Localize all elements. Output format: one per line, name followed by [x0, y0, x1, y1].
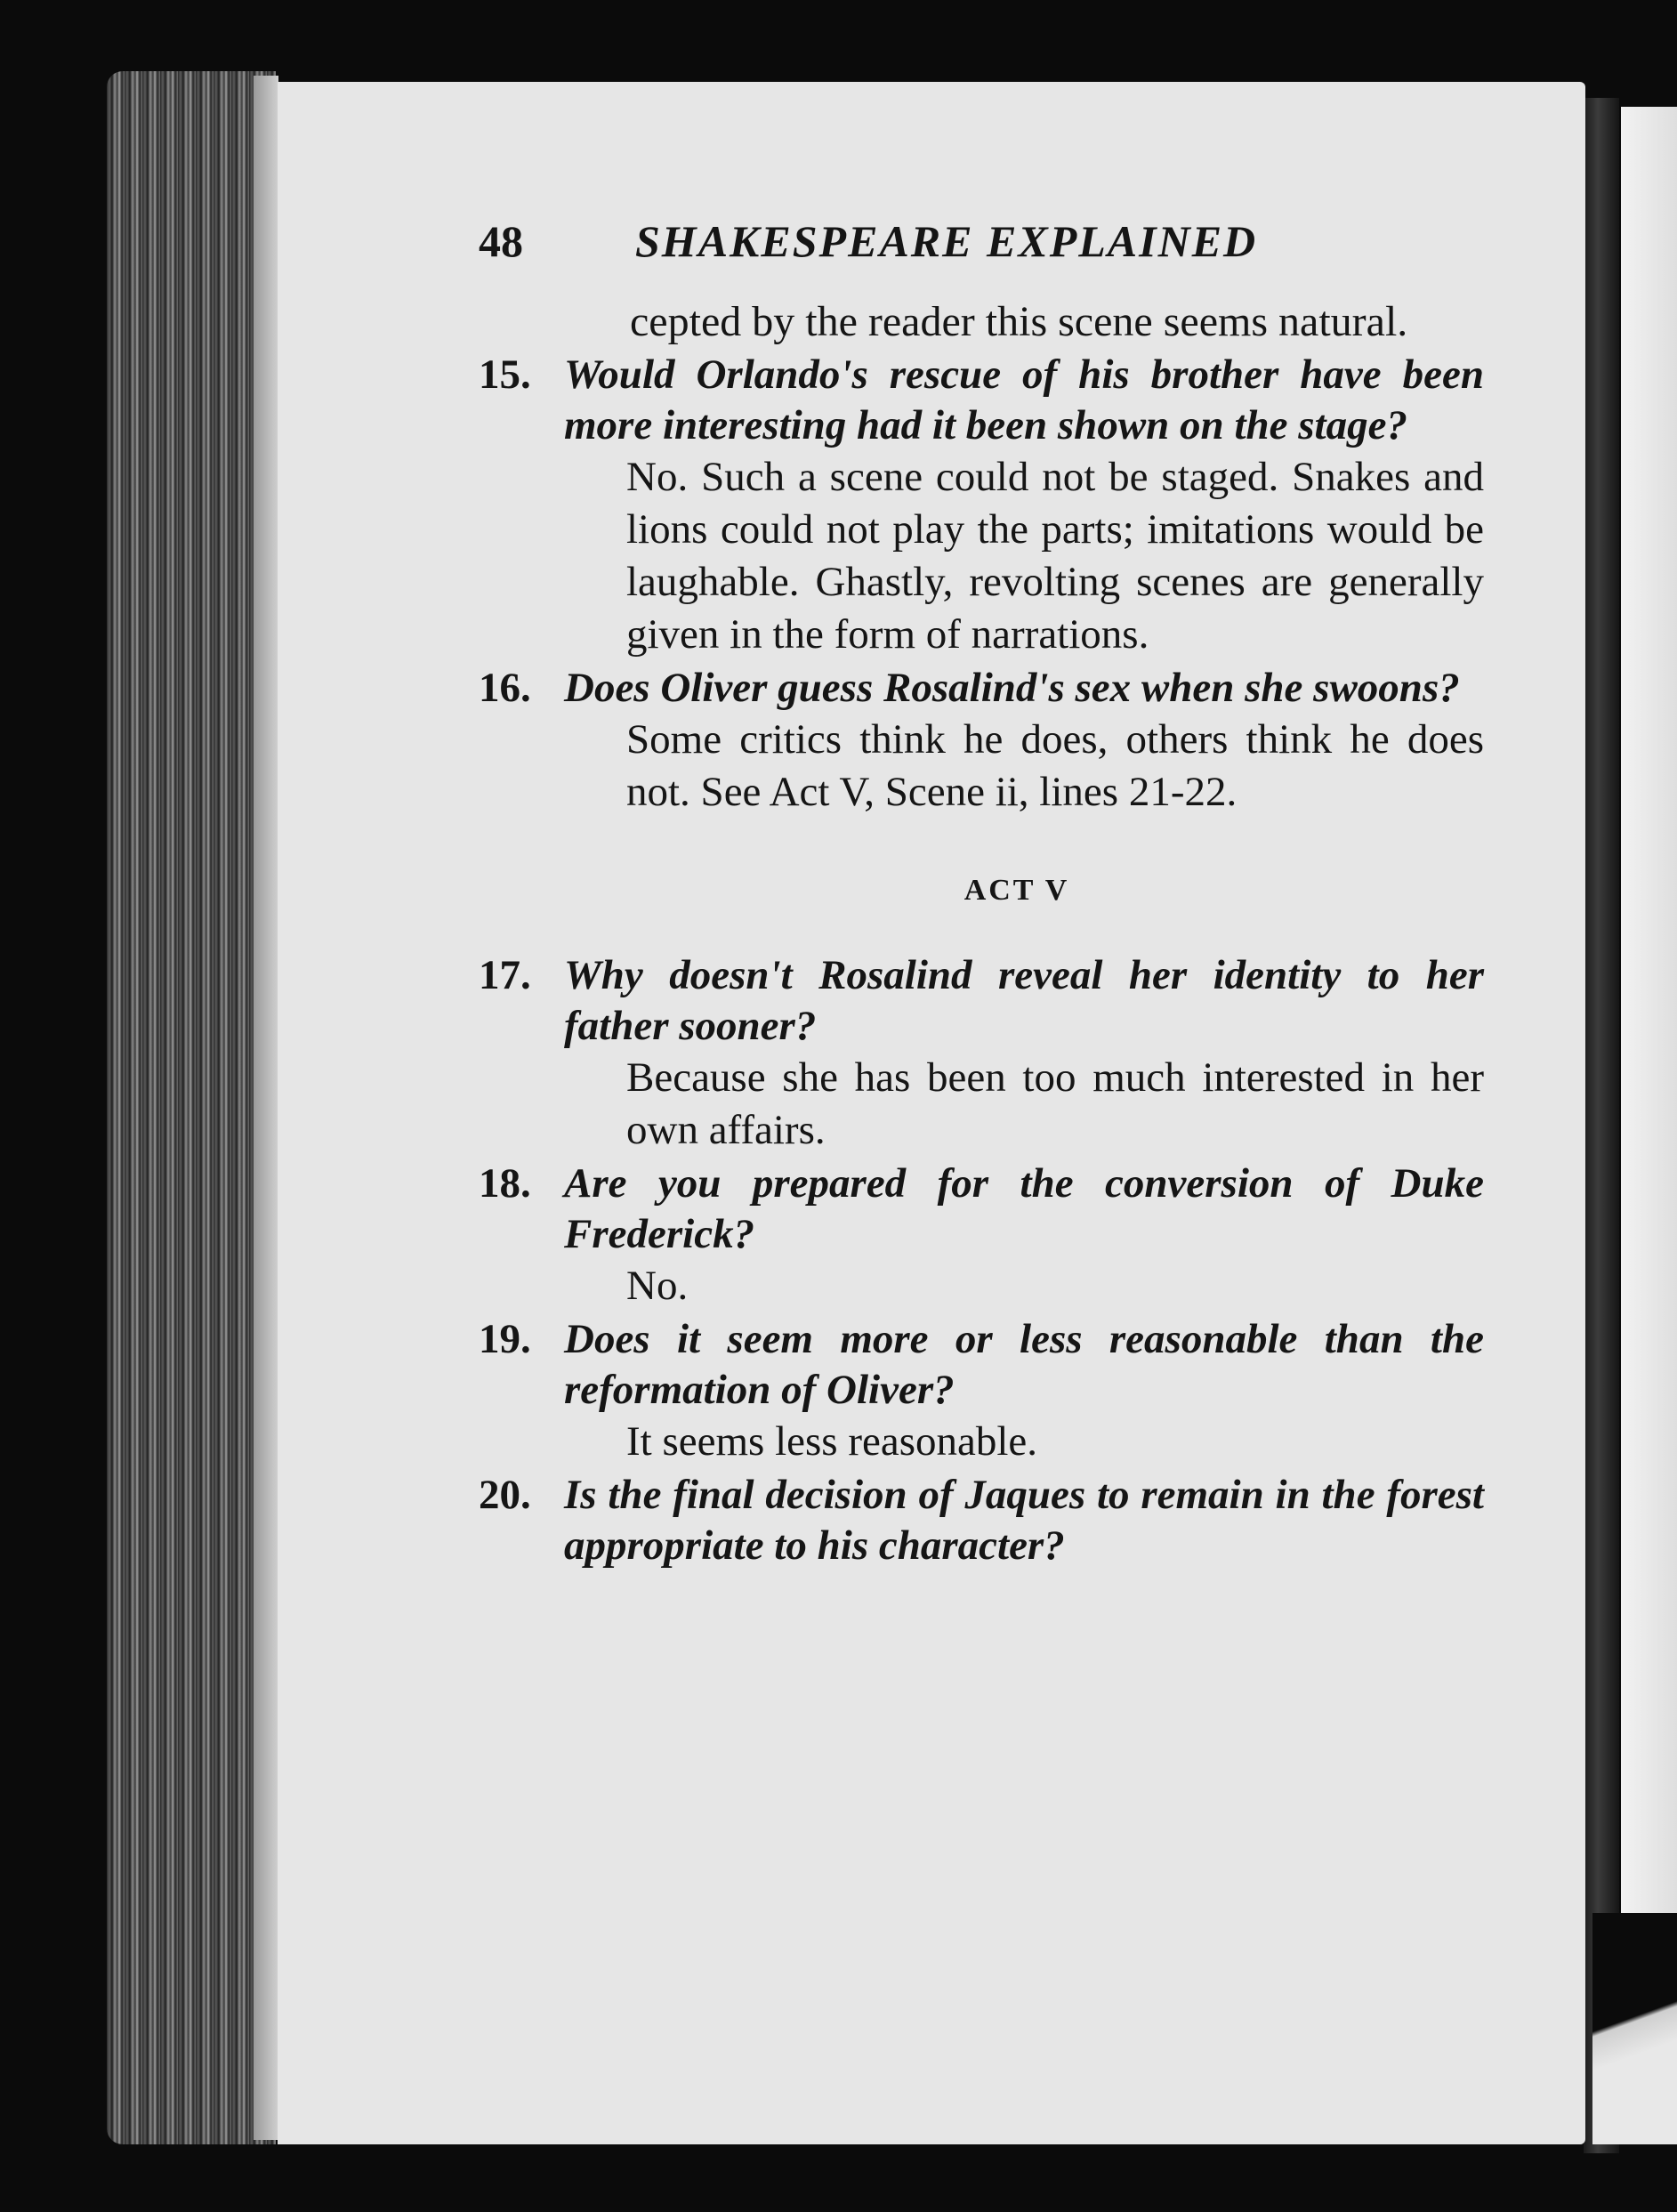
question-number: 19. [479, 1316, 531, 1362]
question-text: Is the final decision of Jaques to remain in the forest appropriate to his character? [564, 1472, 1484, 1569]
book-page-edges [107, 71, 276, 2144]
question-text: Would Orlando's rescue of his brother have been more interesting had it been shown on the stage? [564, 351, 1484, 448]
adjacent-page-corner [1592, 1913, 1677, 2144]
page-number: 48 [479, 216, 523, 266]
answer-text: No. [626, 1263, 689, 1309]
continued-answer: cepted by the reader this scene seems natural. [630, 298, 1408, 345]
page-gutter [254, 76, 278, 2140]
running-title: SHAKESPEARE EXPLAINED [635, 216, 1258, 266]
answer-text: Because she has been too much interested in her own affairs. [626, 1054, 1484, 1153]
book-page [278, 82, 1585, 2144]
question-item [479, 1470, 1484, 1571]
running-head [479, 215, 1484, 295]
question-number: 17. [479, 952, 531, 998]
question-number: 15. [479, 351, 531, 398]
question-item [479, 350, 1484, 451]
page-content [479, 215, 1484, 1571]
question-item [479, 950, 1484, 1052]
question-item [479, 663, 1484, 714]
adjacent-page [1621, 107, 1677, 2144]
answer-text: No. Such a scene could not be staged. Snakes and lions could not play the parts; imitations would be laughable. Ghastly, revolting scenes are generally given in the form of narrations. [626, 454, 1484, 658]
question-number: 20. [479, 1472, 531, 1518]
act-heading: ACT V [963, 874, 1070, 907]
question-text: Are you prepared for the conversion of Duke Frederick? [564, 1160, 1484, 1257]
book-spine-edge [1584, 98, 1619, 2153]
question-item [479, 1314, 1484, 1416]
question-text: Does it seem more or less reasonable than the reformation of Oliver? [564, 1316, 1484, 1413]
question-item [479, 1158, 1484, 1260]
answer-text: Some critics think he does, others think he does not. See Act V, Scene ii, lines 21-22. [626, 716, 1484, 815]
question-text: Why doesn't Rosalind reveal her identity to her father sooner? [564, 952, 1484, 1049]
question-text: Does Oliver guess Rosalind's sex when she swoons? [564, 665, 1460, 711]
question-number: 16. [479, 665, 531, 711]
answer-text: It seems less reasonable. [626, 1418, 1038, 1465]
question-number: 18. [479, 1160, 531, 1207]
